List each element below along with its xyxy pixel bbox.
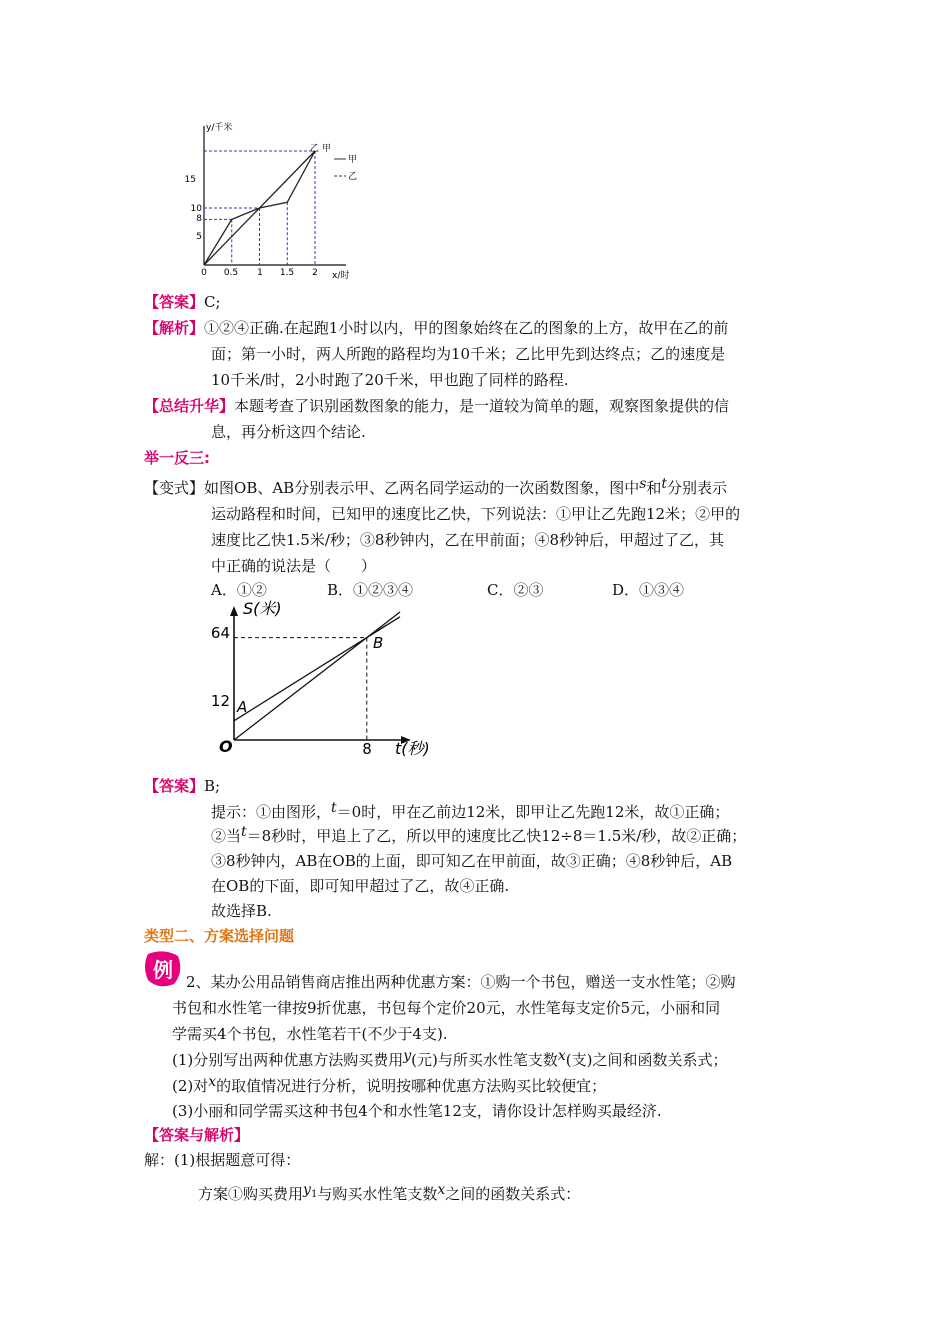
analysis-line: [144, 318, 728, 338]
series-line-ab: [234, 617, 400, 721]
y-tick-label: 5: [196, 232, 202, 242]
option-d: D．①③④: [612, 581, 685, 599]
example-badge-label: 例: [153, 958, 173, 982]
solution-label: 【答案与解析】: [144, 1126, 250, 1144]
solution-line: [198, 1184, 580, 1207]
series-line-ob: [234, 612, 400, 740]
distance-time-chart-2: [205, 600, 465, 765]
question-text: (支)之间和函数关系式；: [565, 1051, 728, 1069]
hint-line: [211, 826, 746, 847]
analysis-label: 【解析】: [144, 319, 205, 337]
x-tick-label: 8: [362, 740, 372, 758]
variable-x: x: [557, 1048, 566, 1064]
variant-text: 运动路程和时间，已知甲的速度比乙快，下列说法：①甲让乙先跑12米；②甲的: [211, 505, 741, 523]
solution-text: 解：(1)根据题意可得：: [144, 1151, 301, 1169]
answer-line: [144, 776, 220, 796]
y-tick-label: 8: [196, 214, 202, 224]
answer-text: B;: [204, 777, 221, 795]
answer-line: [144, 292, 221, 312]
summary-label: 【总结升华】: [144, 397, 235, 415]
variable-x: x: [437, 1182, 446, 1198]
question-3: (3)小丽和同学需买这种书包4个和水性笔12支，请你设计怎样购买最经济.: [172, 1102, 662, 1120]
x-axis-label: x/时: [332, 271, 350, 281]
x-tick-label: 2: [312, 268, 318, 278]
subscript: 1: [310, 1189, 318, 1200]
solution-label-line: [144, 1125, 249, 1145]
question-text: (2)对: [172, 1077, 209, 1095]
y-axis-arrow: [230, 606, 238, 616]
option-c: C．②③: [487, 581, 544, 599]
question-text: (元)与所买水性笔支数: [411, 1051, 558, 1069]
example-text: 学需买4个书包，水性笔若干(不少于4支).: [172, 1025, 448, 1043]
analysis-text: ①②④正确.在起跑1小时以内，甲的图象始终在乙的图象的上方，故甲在乙的前: [204, 319, 729, 337]
origin-label: O: [219, 737, 233, 756]
x-axis-label: t(秒): [395, 739, 430, 758]
analysis-text: 面；第一小时，两人所跑的路程均为10千米；乙比甲先到达终点；乙的速度是: [211, 345, 726, 363]
y-axis-label: y/千米: [206, 123, 233, 133]
hint-text: 提示：①由图形，: [211, 803, 332, 821]
hint-text: 故选择B.: [211, 902, 272, 920]
legend-label-jia: 甲: [348, 155, 358, 165]
x-tick-label: 1: [257, 268, 263, 278]
variant-text: 和: [646, 479, 662, 497]
hint-line: [211, 802, 729, 823]
question-2: [172, 1076, 606, 1097]
variant-line: [144, 478, 727, 499]
variant-text: 如图OB、AB分别表示甲、乙两名同学运动的一次函数图象，图中: [204, 479, 640, 497]
section-heading: 类型二、方案选择问题: [144, 927, 295, 945]
variant-text: 中正确的说法是（ ）: [211, 557, 377, 575]
hint-text: ③8秒钟内，AB在OB的上面，即可知乙在甲前面，故③正确；④8秒钟后，AB: [211, 852, 733, 870]
answer-label: 【答案】: [144, 293, 205, 311]
variable-t: t: [331, 800, 337, 816]
variable-y: y: [403, 1048, 412, 1064]
answer-text: C;: [204, 293, 221, 311]
variant-text: 速度比乙快1.5米/秒；③8秒钟内，乙在甲前面；④8秒钟后，甲超过了乙，其: [211, 531, 724, 549]
hint-text: 在OB的下面，即可知甲超过了乙，故④正确.: [211, 877, 510, 895]
legend-label-yi: 乙: [348, 172, 358, 182]
y-tick-label: 10: [190, 204, 202, 214]
option-a: A．①②: [211, 581, 267, 599]
hint-text: ＝8秒时，甲追上了乙，所以甲的速度比乙快12÷8＝1.5米/秒，故②正确；: [246, 827, 747, 845]
summary-text: 息，再分析这四个结论.: [211, 423, 366, 441]
practice-heading: 举一反三:: [144, 449, 210, 467]
question-text: (1)分别写出两种优惠方法购买费用: [172, 1051, 404, 1069]
distance-time-chart: [186, 118, 366, 284]
example-badge-icon: [144, 950, 182, 988]
variant-text: 分别表示: [667, 479, 728, 497]
x-tick-label: 0.5: [223, 268, 239, 278]
origin-label: 0: [201, 268, 207, 278]
summary-line: [144, 396, 729, 416]
solution-text: 之间的函数关系式：: [445, 1185, 581, 1203]
y-axis-label: S(米): [243, 599, 282, 618]
example-text: 2、某办公用品销售商店推出两种优惠方案：①购一个书包，赠送一支水性笔；②购: [186, 973, 736, 991]
line-end-labels: 乙 甲: [310, 144, 331, 154]
variable-t: t: [661, 476, 668, 492]
y-tick-label: 15: [184, 175, 196, 185]
y-tick-label: 64: [210, 624, 230, 642]
variable-s: s: [639, 476, 647, 492]
question-text: 的取值情况进行分析，说明按哪种优惠方法购买比较便宜；: [216, 1077, 607, 1095]
y-tick-label: 12: [210, 692, 230, 710]
hint-text: ＝0时，甲在乙前边12米，即甲让乙先跑12米，故①正确；: [336, 803, 730, 821]
point-b-label: B: [373, 634, 384, 652]
variable-y: y: [303, 1182, 311, 1198]
summary-text: 本题考查了识别函数图象的能力，是一道较为简单的题，观察图象提供的信: [234, 397, 730, 415]
variable-t: t: [241, 824, 247, 840]
variant-label: 【变式】: [144, 479, 205, 497]
question-1: [172, 1050, 728, 1071]
x-tick-label: 1.5: [279, 268, 295, 278]
solution-text: 与购买水性笔支数: [317, 1185, 438, 1203]
option-b: B．①②③④: [327, 581, 414, 599]
analysis-text: 10千米/时，2小时跑了20千米，甲也跑了同样的路程.: [211, 371, 569, 389]
point-a-label: A: [237, 698, 248, 716]
answer-label: 【答案】: [144, 777, 205, 795]
hint-text: ②当: [211, 827, 242, 845]
solution-text: 方案①购买费用: [198, 1185, 304, 1203]
variable-x: x: [208, 1074, 217, 1090]
example-text: 书包和水性笔一律按9折优惠，书包每个定价20元，水性笔每支定价5元，小丽和同: [172, 999, 721, 1017]
